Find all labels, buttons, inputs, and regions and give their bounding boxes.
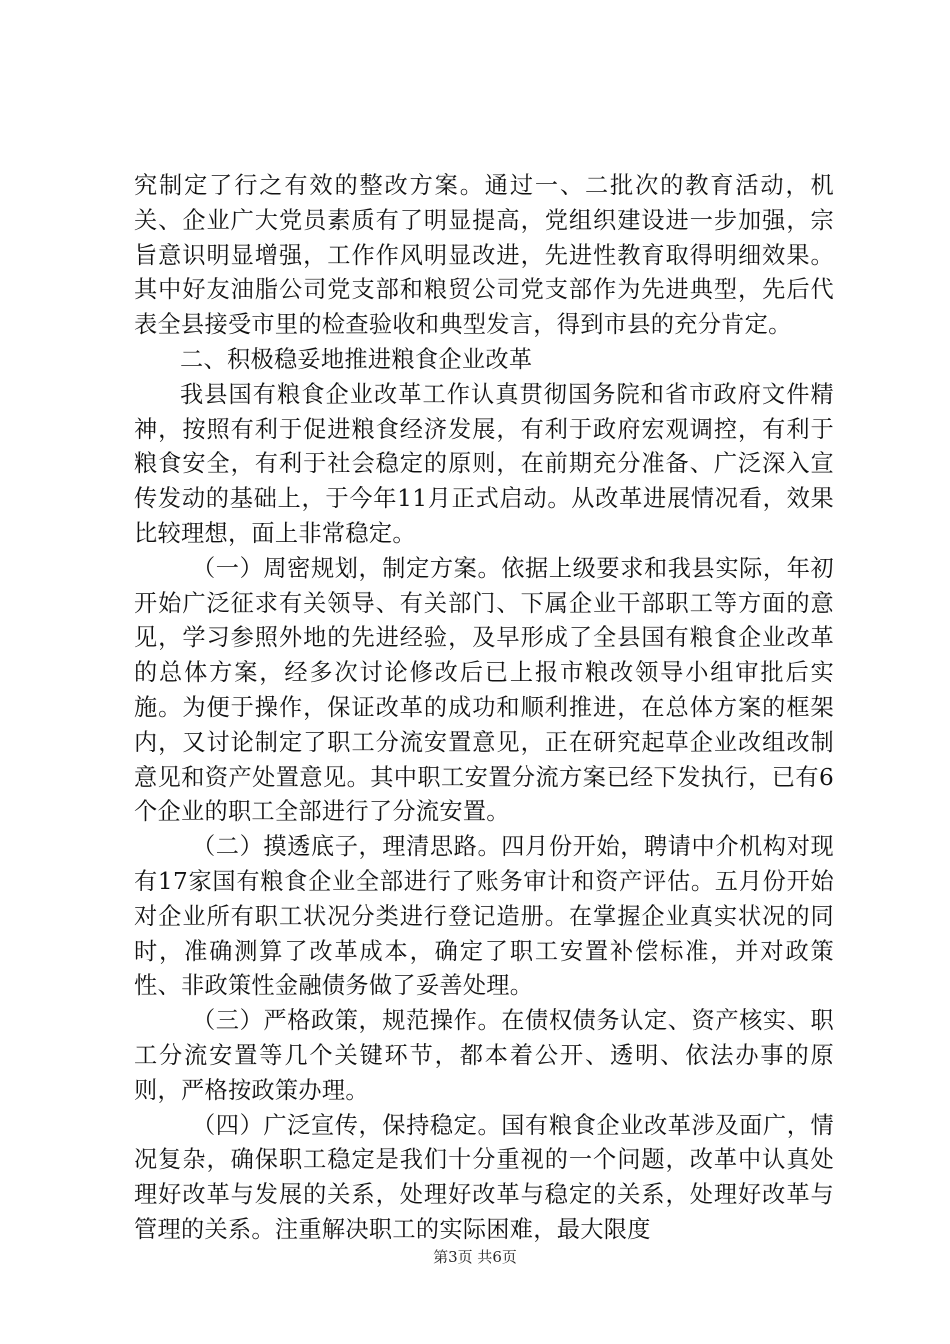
paragraph-reform-overview: 我县国有粮食企业改革工作认真贯彻国务院和省市政府文件精神，按照有利于促进粮食经济发展，有利于政府宏观调控，有利于粮食安全，有利于社会稳定的原则，在前期充分准备、广泛深入宣传发动的基础上，于今年11月正式启动。从改革进展情况看，效果比较理想，面上非常稳定。 [134, 380, 834, 547]
document-body [134, 169, 834, 1248]
paragraph-item-4-stability: （四）广泛宣传，保持稳定。国有粮食企业改革涉及面广，情况复杂，确保职工稳定是我们十分重视的一个问题，改革中认真处理好改革与发展的关系，处理好改革与稳定的关系，处理好改革与管理的关系。注重解决职工的实际困难，最大限度 [134, 1111, 834, 1243]
paragraph-item-3-policy: （三）严格政策，规范操作。在债权债务认定、资产核实、职工分流安置等几个关键环节，都本着公开、透明、依法办事的原则，严格按政策办理。 [134, 1007, 834, 1104]
paragraph-continuation: 究制定了行之有效的整改方案。通过一、二批次的教育活动，机关、企业广大党员素质有了明显提高，党组织建设进一步加强，宗旨意识明显增强，工作作风明显改进，先进性教育取得明细效果。其中好友油脂公司党支部和粮贸公司党支部作为先进典型，先后代表全县接受市里的检查验收和典型发言，得到市县的充分肯定。 [134, 172, 834, 339]
section-heading-grain-reform: 二、积极稳妥地推进粮食企业改革 [180, 345, 533, 373]
page-number-footer: 第3页 共6页 [433, 1248, 517, 1266]
paragraph-item-2-survey: （二）摸透底子，理清思路。四月份开始，聘请中介机构对现有17家国有粮食企业全部进行了账务审计和资产评估。五月份开始对企业所有职工状况分类进行登记造册。在掌握企业真实状况的同时，准确测算了改革成本，确定了职工安置补偿标准，并对政策性、非政策性金融债务做了妥善处理。 [134, 833, 834, 1000]
paragraph-item-1-planning: （一）周密规划，制定方案。依据上级要求和我县实际，年初开始广泛征求有关领导、有关部门、下属企业干部职工等方面的意见，学习参照外地的先进经验，及早形成了全县国有粮食企业改革的总体方案，经多次讨论修改后已上报市粮改领导小组审批后实施。为便于操作，保证改革的成功和顺利推进，在总体方案的框架内，又讨论制定了职工分流安置意见，正在研究起草企业改组改制意见和资产处置意见。其中职工安置分流方案已经下发执行，已有6个企业的职工全部进行了分流安置。 [134, 554, 834, 826]
